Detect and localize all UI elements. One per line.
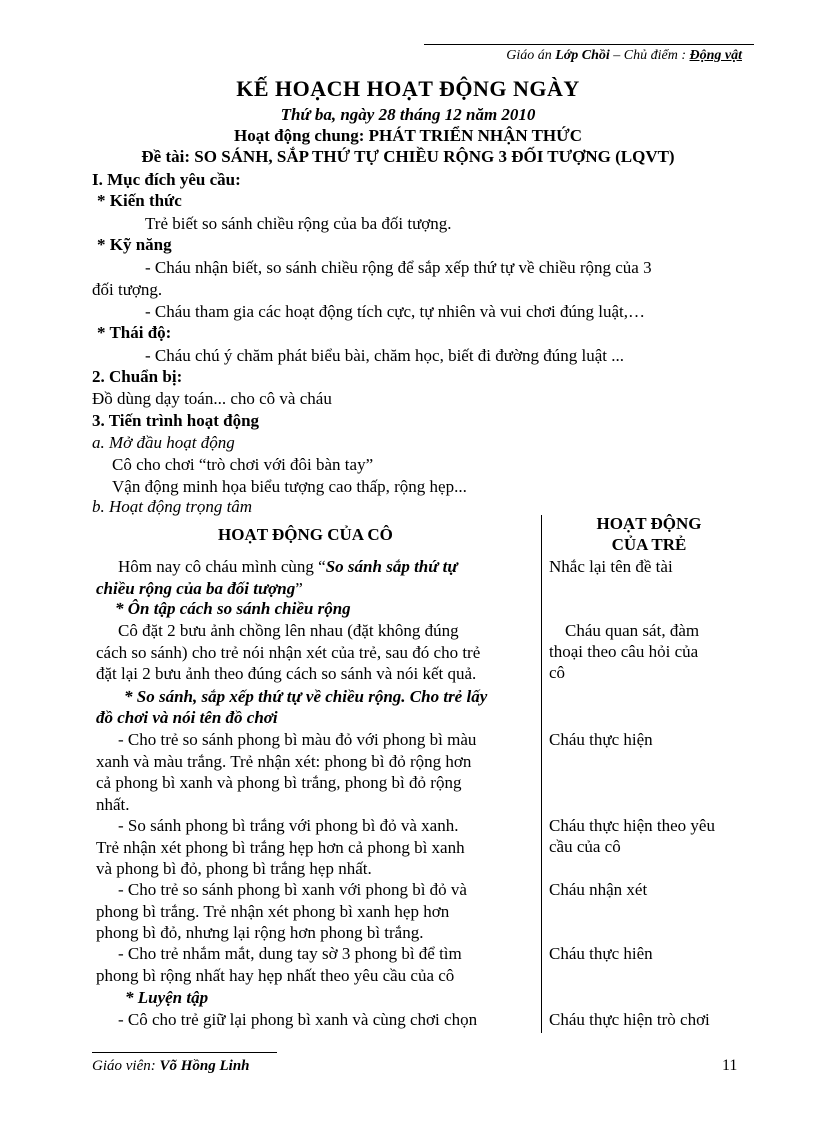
section-process: 3. Tiến trình hoạt động <box>92 411 260 430</box>
review-line-2: cách so sánh) cho trẻ nói nhận xét của trẻ, sau đó cho trẻ <box>96 642 481 662</box>
compare-heading-2: đồ chơi và nói tên đồ chơi <box>96 708 278 727</box>
review-child-3: cô <box>549 663 566 682</box>
p2-child-2: cầu của cô <box>549 837 621 856</box>
p2-line-1: - So sánh phong bì trắng với phong bì đỏ và xanh. <box>118 816 459 835</box>
p2-line-3: và phong bì đỏ, phong bì trắng hẹp nhất. <box>96 859 372 878</box>
review-child-2: thoại theo câu hỏi của <box>549 642 699 661</box>
p4-child: Cháu thực hiên <box>549 944 653 963</box>
p5-line-1: - Cô cho trẻ giữ lại phong bì xanh và cùng chơi chọn <box>118 1010 478 1029</box>
intro-text: Hôm nay cô cháu mình cùng “ <box>118 557 326 576</box>
section-objectives: I. Mục đích yêu cầu: <box>92 170 241 189</box>
paragraph-practice <box>96 1009 535 1031</box>
column-divider <box>541 515 542 1033</box>
footer-teacher-name: Võ Hồng Linh <box>159 1058 250 1074</box>
skill-heading: * Kỹ năng <box>97 235 172 254</box>
p3-line-1: - Cho trẻ so sánh phong bì xanh với phong bì đỏ và <box>118 880 467 899</box>
compare-heading-1: * So sánh, sắp xếp thứ tự về chiều rộng. Cho trẻ lấy <box>124 687 488 706</box>
p2-child-1: Cháu thực hiện theo yêu <box>549 816 715 835</box>
intro-paragraph <box>96 556 535 599</box>
attitude-text: - Cháu chú ý chăm phát biểu bài, chăm học, biết đi đường đúng luật ... <box>145 346 624 365</box>
p4-line-2: phong bì rộng nhất hay hẹp nhất theo yêu cầu của cô <box>96 965 455 985</box>
topic-heading: Đề tài: SO SÁNH, SẮP THỨ TỰ CHIỀU RỘNG 3 ĐỐI TƯỢNG (LQVT) <box>141 147 675 166</box>
header-rule <box>424 44 754 45</box>
p1-line-1: - Cho trẻ so sánh phong bì màu đỏ với phong bì màu <box>118 730 477 749</box>
plan-date: Thứ ba, ngày 28 tháng 12 năm 2010 <box>280 105 536 124</box>
paragraph-white-envelope <box>96 815 535 880</box>
attitude-heading: * Thái độ: <box>97 323 172 342</box>
p4-line-1: - Cho trẻ nhắm mắt, dung tay sờ 3 phong bì để tìm <box>118 944 462 963</box>
footer-teacher <box>92 1058 250 1075</box>
opening-heading: a. Mở đầu hoạt động <box>92 433 235 452</box>
child-column-header-2: CỦA TRẺ <box>611 535 687 554</box>
teacher-column-header: HOẠT ĐỘNG CỦA CÔ <box>218 525 393 544</box>
review-paragraph <box>96 620 535 685</box>
paragraph-blue-envelope <box>96 879 535 944</box>
page-title: KẾ HOẠCH HOẠT ĐỘNG NGÀY <box>236 76 580 101</box>
header-theme: Động vật <box>689 48 742 63</box>
footer-rule <box>92 1052 277 1053</box>
p5-child: Cháu thực hiện trò chơi <box>549 1010 710 1029</box>
review-child-1: Cháu quan sát, đàm <box>565 621 700 640</box>
preparation-text: Đồ dùng dạy toán... cho cô và cháu <box>92 389 332 408</box>
p1-line-2: xanh và màu trắng. Trẻ nhận xét: phong bì đỏ rộng hơn <box>96 751 472 771</box>
p1-line-4: nhất. <box>96 794 130 814</box>
footer-label: Giáo viên: <box>92 1058 160 1074</box>
child-column-header-1: HOẠT ĐỘNG <box>596 514 702 533</box>
header-mid: – Chủ điểm : <box>609 48 690 63</box>
paragraph-red-envelope <box>96 729 535 815</box>
p3-line-3: phong bì đỏ, nhưng lại rộng hơn phong bì trắng. <box>96 923 424 942</box>
opening-line-2: Vận động minh họa biểu tượng cao thấp, rộng hẹp... <box>112 477 467 496</box>
section-preparation: 2. Chuẩn bị: <box>92 367 183 386</box>
header-prefix: Giáo án <box>506 48 556 63</box>
main-activity-heading: b. Hoạt động trọng tâm <box>92 497 253 516</box>
intro-child: Nhắc lại tên đề tài <box>549 557 673 576</box>
running-header <box>506 48 742 64</box>
knowledge-text: Trẻ biết so sánh chiều rộng của ba đối tượng. <box>145 214 452 233</box>
review-line-1: Cô đặt 2 bưu ảnh chồng lên nhau (đặt không đúng <box>118 621 459 640</box>
p3-line-2: phong bì trắng. Trẻ nhận xét phong bì xanh hẹp hơn <box>96 901 450 921</box>
intro-emphasis: So sánh sắp thứ tự <box>325 557 458 576</box>
knowledge-heading: * Kiến thức <box>97 191 182 210</box>
activity-heading: Hoạt động chung: PHÁT TRIỂN NHẬN THỨC <box>234 126 582 145</box>
intro-emphasis-2: chiều rộng của ba đối tượng <box>96 578 296 598</box>
skill-text-1-cont: đối tượng. <box>92 280 163 299</box>
opening-line-1: Cô cho chơi “trò chơi với đôi bàn tay” <box>112 455 374 474</box>
page-number: 11 <box>722 1057 738 1074</box>
p1-child: Cháu thực hiện <box>549 730 653 749</box>
practice-heading: * Luyện tập <box>125 988 209 1007</box>
intro-close: ” <box>295 578 303 598</box>
header-class: Lớp Chồi <box>555 48 610 63</box>
p2-line-2: Trẻ nhận xét phong bì trắng hẹp hơn cả phong bì xanh <box>96 837 465 857</box>
paragraph-touch <box>96 943 535 986</box>
p3-child: Cháu nhận xét <box>549 880 648 899</box>
p1-line-3: cả phong bì xanh và phong bì trắng, phong bì đỏ rộng <box>96 773 462 792</box>
review-heading: * Ôn tập cách so sánh chiều rộng <box>115 599 351 618</box>
skill-text-2: - Cháu tham gia các hoạt động tích cực, tự nhiên và vui chơi đúng luật,… <box>145 302 645 321</box>
p2-child <box>549 815 749 857</box>
skill-text-1: - Cháu nhận biết, so sánh chiều rộng để sắp xếp thứ tự về chiều rộng của 3 <box>145 258 652 277</box>
review-child <box>549 620 749 683</box>
review-line-3: đặt lại 2 bưu ảnh theo đúng cách so sánh và nói kết quả. <box>96 664 477 683</box>
